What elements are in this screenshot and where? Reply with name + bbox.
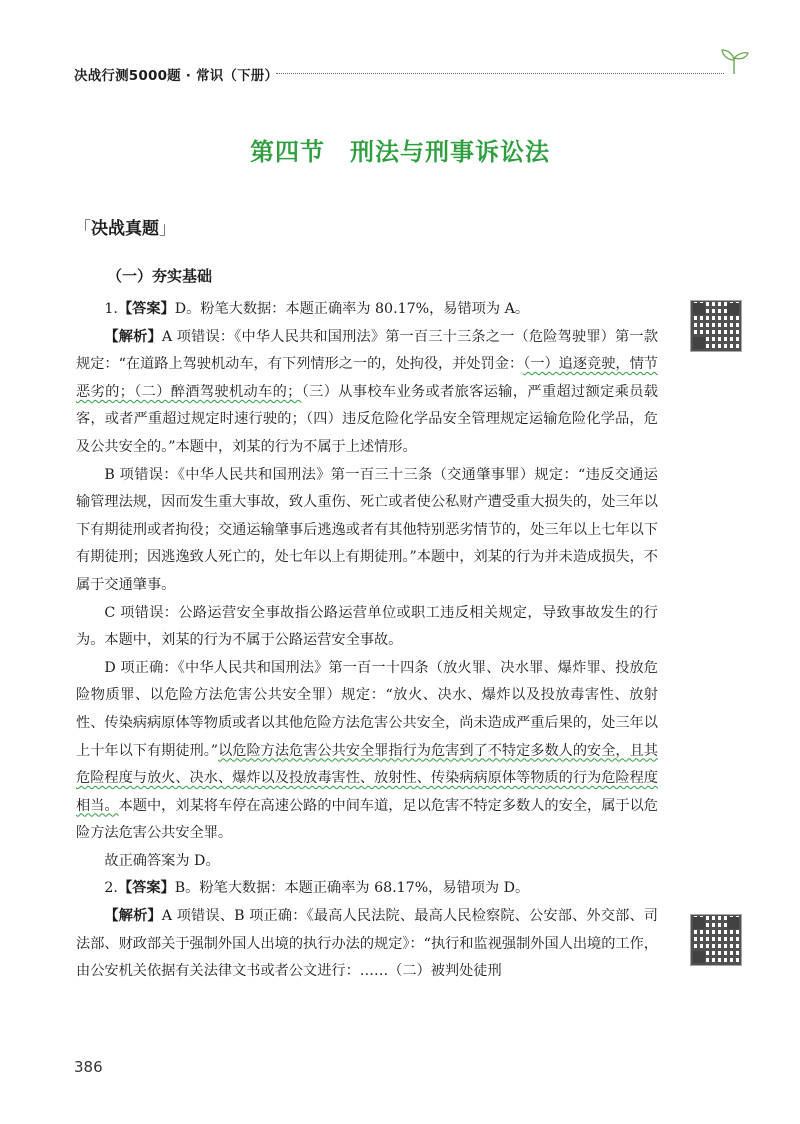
q1-a-pre: A 项错误：《中华人民共和国刑法》第一百三十三条之一（危险驾驶罪）第一款规定：“在道路上驾驶机动车，有下列情形之一的，处拘役，并处罚金： (76, 328, 658, 373)
qr-code-icon (690, 914, 742, 966)
q1-analysis-c: C 项错误：公路运营安全事故指公路运营单位或职工违反相关规定，导致事故发生的行为。本题中，刘某的行为不属于公路运营安全事故。 (76, 604, 658, 649)
q2-answer-line (76, 875, 658, 903)
q2-analysis-a (76, 903, 658, 986)
q1-conclusion: 故正确答案为 D。 (104, 852, 220, 869)
q1-answer-text: D。粉笔大数据：本题正确率为 80.17%，易错项为 A。 (174, 301, 530, 317)
q2-answer-tag: 【答案】 (117, 880, 175, 897)
q1-d-post: 本题中，刘某将车停在高速公路的中间车道，足以危害不特定多数人的安全，属于以危险方法危害公共安全罪。 (76, 797, 658, 842)
bracket-left: 「 (74, 219, 91, 239)
q1-a-highlight: （一）追逐竞驶，情节恶劣的；（二）醉酒驾驶机动车的； (76, 356, 658, 400)
q1-number: 1. (104, 301, 118, 317)
q2-analysis-tag: 【解析】 (104, 908, 162, 925)
q1-d-pre: D 项正确：《中华人民共和国刑法》第一百一十四条（放火罪、决水罪、爆炸罪、投放危险物质罪、以危险方法危害公共安全罪）规定：“放火、决水、爆炸以及投放毒害性、放射性、传染病病原体等物质或者以其他危险方法危害公共安全，尚未造成严重后果的，处三年以上十年以下有期徒刑。” (76, 659, 658, 759)
q1-analysis-a (76, 324, 658, 462)
q2-number: 2. (104, 880, 118, 897)
q1-analysis-b: B 项错误：《中华人民共和国刑法》第一百三十三条（交通肇事罪）规定：“违反交通运输管理法规，因而发生重大事故，致人重伤、死亡或者使公私财产遭受重大损失的，处三年以下有期徒刑或者拘役；交通运输肇事后逃逸或者有其他特别恶劣情节的，处三年以上七年以下有期徒刑；因逃逸致人死亡的，处七年以上有期徒刑。”本题中，刘某的行为并未造成损失，不属于交通肇事。 (76, 466, 658, 593)
q1-d-highlight: 以危险方法危害公共安全罪指行为危害到了不特定多数人的安全，且其危险程度与放火、决水、爆炸以及投放毒害性、放射性、传染病病原体等物质的行为危险程度相当。 (76, 742, 658, 814)
q1-analysis-tag: 【解析】 (104, 328, 162, 345)
bracket-right: 」 (159, 219, 176, 239)
block-heading-text: 决战真题 (91, 219, 159, 239)
sprout-icon (718, 46, 750, 76)
running-header-title: 决战行测5000题 · 常识（下册） (74, 68, 279, 84)
q2-a-text: A 项错误、B 项正确：《最高人民法院、最高人民检察院、公安部、外交部、司法部、财政部关于强制外国人出境的执行办法的规定》：“执行和监视强制外国人出境的工作，由公安机关依据有关法律文书或者公文进行：……（二）被判处徒刑 (76, 908, 658, 980)
q1-answer-tag: 【答案】 (117, 301, 175, 317)
q1-answer-line (76, 296, 658, 324)
block-heading (74, 214, 176, 239)
answer-body (76, 296, 658, 986)
section-title: 第四节 刑法与刑事诉讼法 (250, 138, 550, 166)
q1-analysis-d (76, 655, 658, 848)
q2-answer-text: B。粉笔大数据：本题正确率为 68.17%，易错项为 D。 (174, 880, 530, 897)
q1-a-post: （三）从事校车业务或者旅客运输，严重超过额定乘员载客，或者严重超过规定时速行驶的；（四）违反危险化学品安全管理规定运输危险化学品，危及公共安全的。”本题中，刘某的行为不属于上述情形。 (76, 383, 658, 455)
subheading: （一）夯实基础 (107, 267, 213, 285)
header-dotted-rule (276, 73, 724, 74)
qr-code-icon (690, 300, 742, 352)
page-number: 386 (74, 1058, 103, 1076)
